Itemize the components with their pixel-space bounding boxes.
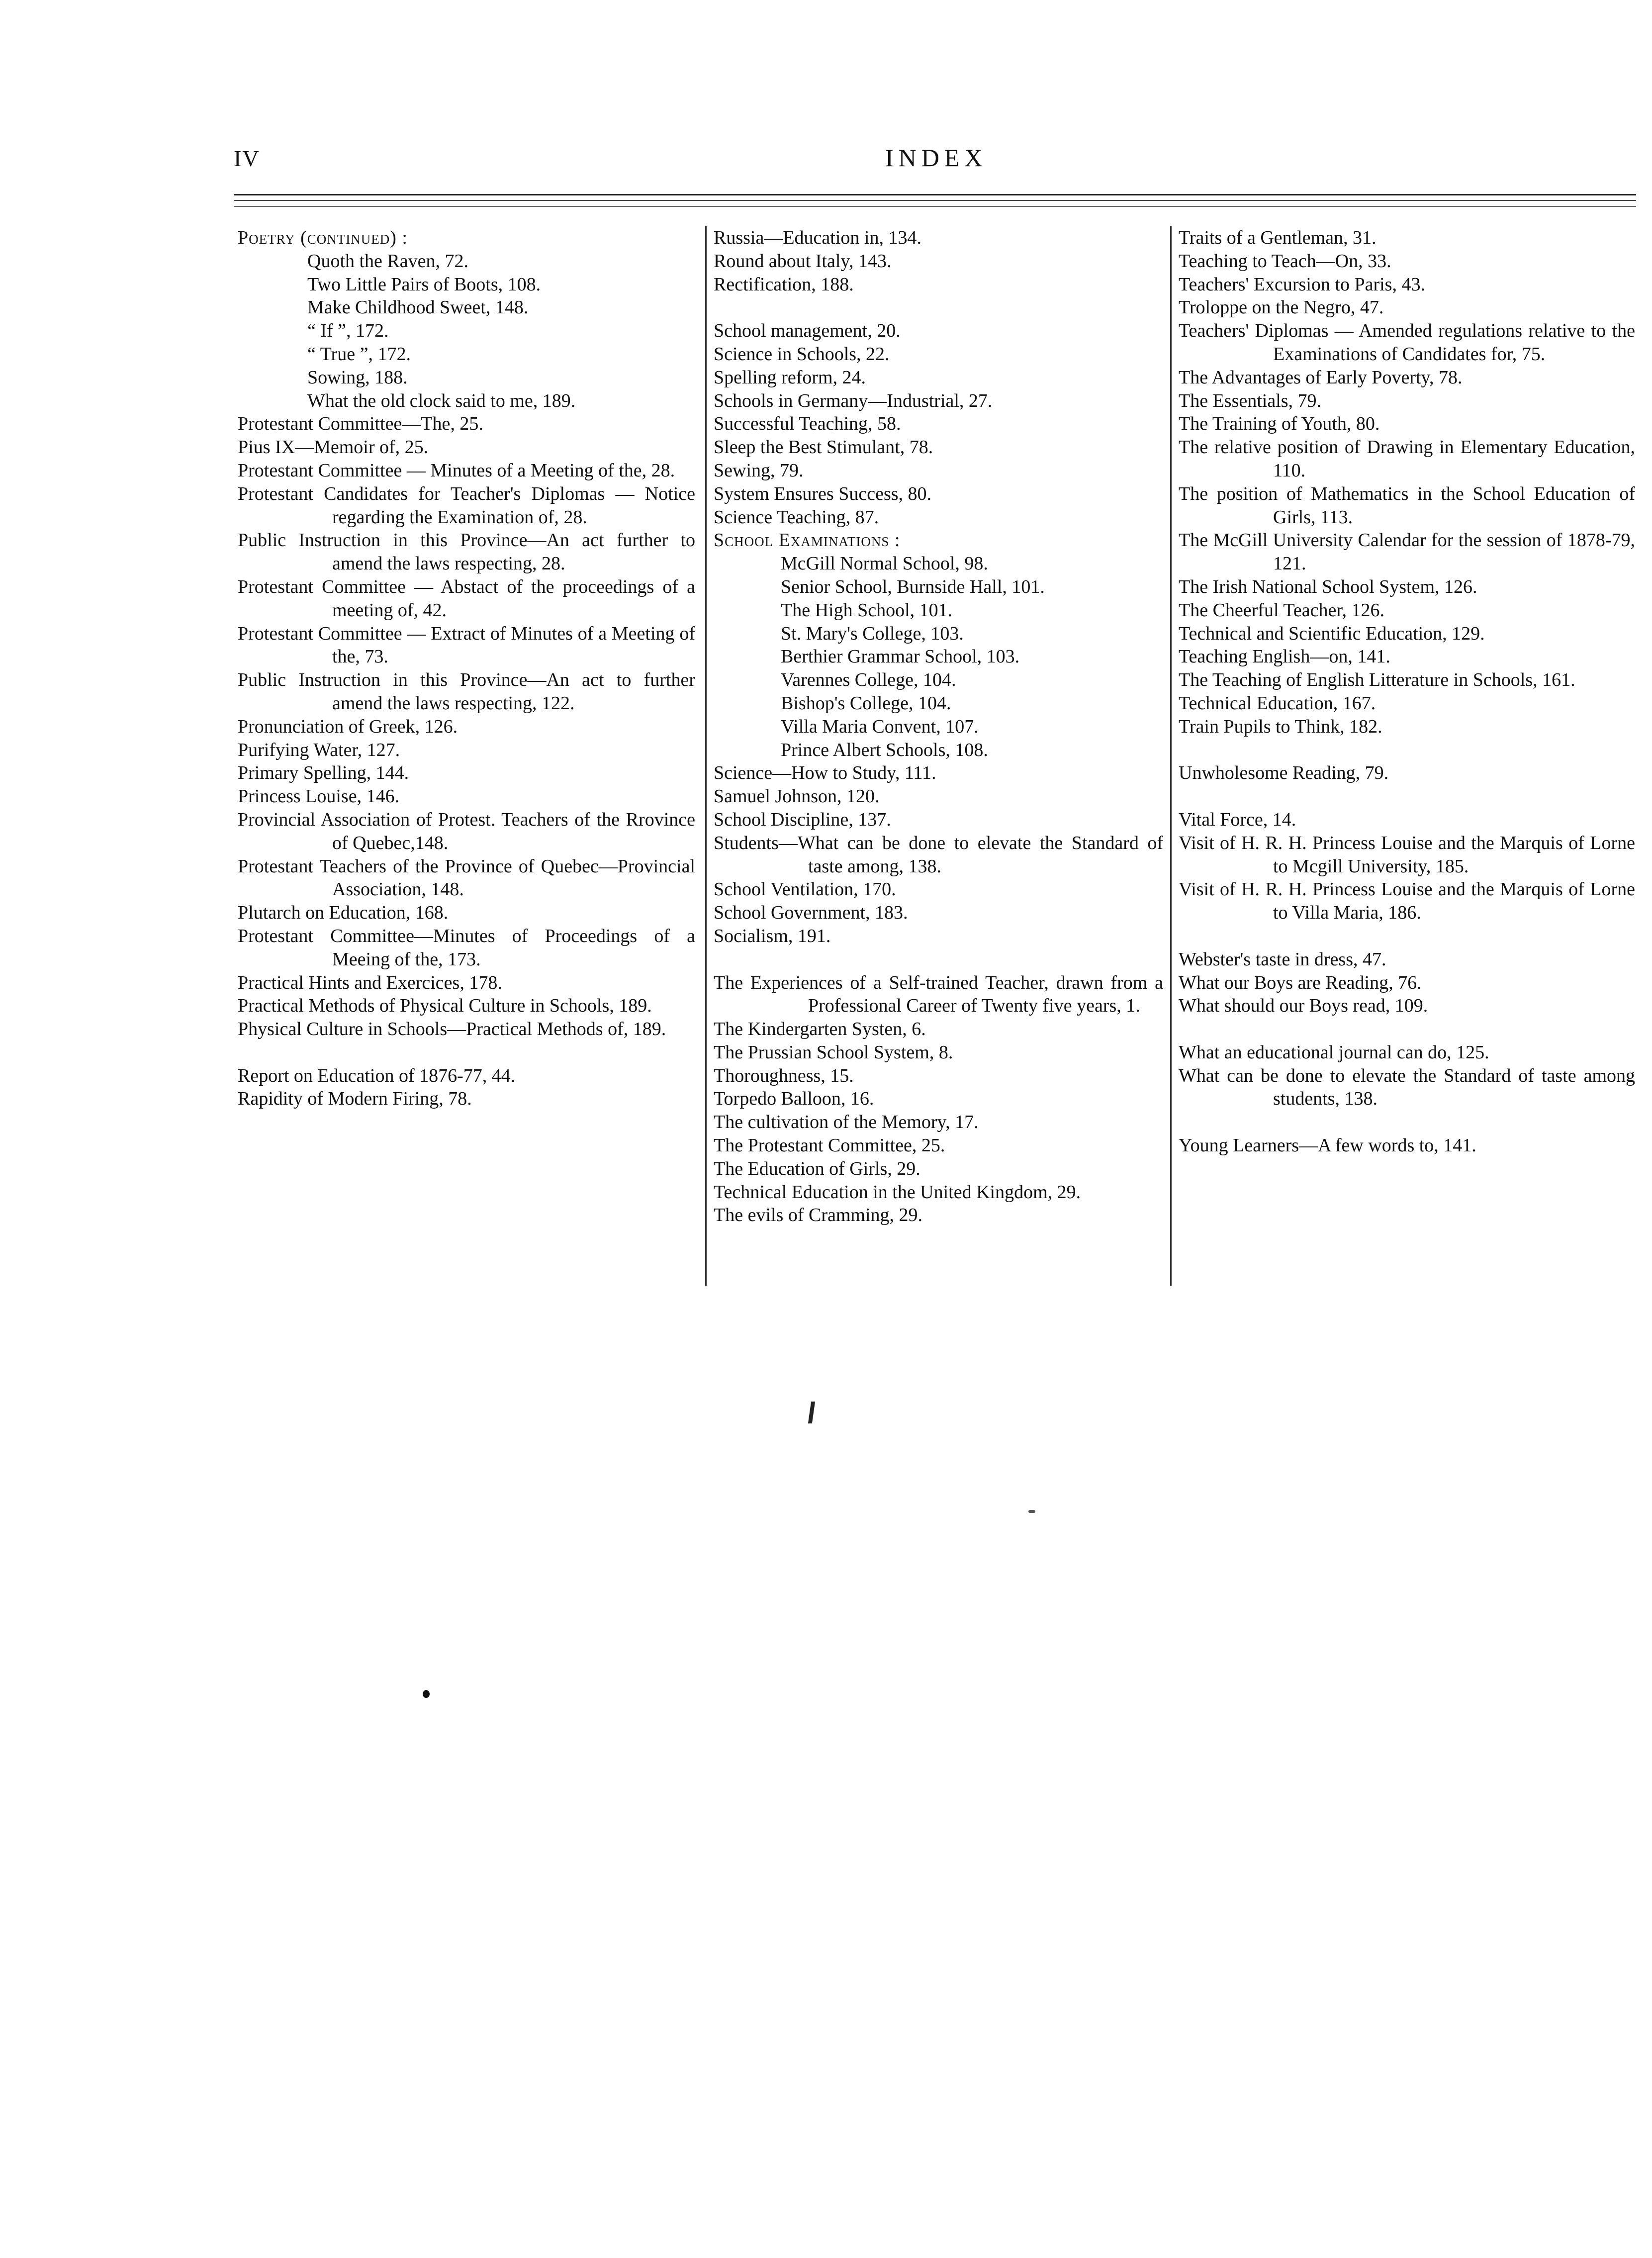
index-entry: Protestant Candidates for Teacher's Diplomas — Notice regarding the Examination of, 28. <box>238 483 695 528</box>
index-entry: Spelling reform, 24. <box>714 367 866 388</box>
index-entry: Pius IX—Memoir of, 25. <box>238 437 429 458</box>
index-entry: Technical and Scientific Education, 129. <box>1179 623 1485 644</box>
index-spacer <box>714 948 1163 971</box>
index-entry: The Cheerful Teacher, 126. <box>1179 599 1384 621</box>
index-entry: “ If ”, 172. <box>307 320 389 342</box>
index-entry: Train Pupils to Think, 182. <box>1179 716 1382 737</box>
index-columns <box>238 226 1635 1286</box>
index-entry: Report on Education of 1876-77, 44. <box>238 1065 516 1086</box>
index-entry: Russia—Education in, 134. <box>714 227 921 248</box>
index-entry: The Education of Girls, 29. <box>714 1158 920 1179</box>
index-entry: Teaching to Teach—On, 33. <box>1179 250 1391 272</box>
index-entry: The McGill University Calendar for the session of 1878-79, 121. <box>1179 530 1635 574</box>
index-entry: Make Childhood Sweet, 148. <box>307 297 529 318</box>
index-entry: Protestant Committee—The, 25. <box>238 413 483 435</box>
index-entry: Visit of H. R. H. Princess Louise and the Marquis of Lorne to Villa Maria, 186. <box>1179 879 1635 924</box>
index-column-3 <box>1170 226 1635 1286</box>
page-title: INDEX <box>885 144 988 172</box>
index-entry: What the old clock said to me, 189. <box>307 390 576 411</box>
index-entry: Varennes College, 104. <box>781 669 956 691</box>
index-entry: Technical Education in the United Kingdom, 29. <box>714 1181 1081 1203</box>
index-entry: The Training of Youth, 80. <box>1179 413 1380 435</box>
index-entry: Senior School, Burnside Hall, 101. <box>781 576 1045 597</box>
index-entry: The Advantages of Early Poverty, 78. <box>1179 367 1463 388</box>
index-heading: School Examinations : <box>714 530 901 551</box>
index-entry: What an educational journal can do, 125. <box>1179 1041 1489 1063</box>
index-entry: Public Instruction in this Province—An act further to amend the laws respecting, 28. <box>238 530 695 574</box>
index-entry: Protestant Committee—Minutes of Proceedings of a Meeing of the, 173. <box>238 925 695 970</box>
index-entry: Pronunciation of Greek, 126. <box>238 716 458 737</box>
stray-ink-dot <box>423 1690 430 1698</box>
index-spacer <box>238 1041 695 1064</box>
index-entry: The Prussian School System, 8. <box>714 1041 953 1063</box>
index-entry: Teachers' Diplomas — Amended regulations relative to the Examinations of Candidates for, 75. <box>1179 320 1635 365</box>
index-entry: Teaching English—on, 141. <box>1179 646 1390 667</box>
index-entry: Primary Spelling, 144. <box>238 762 409 784</box>
index-entry: Visit of H. R. H. Princess Louise and the Marquis of Lorne to Mcgill University, 185. <box>1179 832 1635 877</box>
index-entry: Protestant Committee — Abstact of the proceedings of a meeting of, 42. <box>238 576 695 621</box>
index-entry: The Kindergarten Systen, 6. <box>714 1019 926 1040</box>
index-entry: Berthier Grammar School, 103. <box>781 646 1020 667</box>
index-entry: The cultivation of the Memory, 17. <box>714 1112 979 1133</box>
index-entry: Young Learners—A few words to, 141. <box>1179 1135 1476 1156</box>
index-entry: What can be done to elevate the Standard of taste among students, 138. <box>1179 1065 1635 1110</box>
index-entry: Protestant Teachers of the Province of Quebec—Provincial Association, 148. <box>238 855 695 900</box>
index-entry: The evils of Cramming, 29. <box>714 1205 923 1226</box>
index-entry: Princess Louise, 146. <box>238 786 400 807</box>
index-entry: “ True ”, 172. <box>307 343 411 365</box>
index-entry: Plutarch on Education, 168. <box>238 902 449 924</box>
index-entry: Rapidity of Modern Firing, 78. <box>238 1088 472 1110</box>
index-entry: The Essentials, 79. <box>1179 390 1322 411</box>
index-entry: Sowing, 188. <box>307 367 408 388</box>
index-entry: Public Instruction in this Province—An act to further amend the laws respecting, 122. <box>238 669 695 714</box>
page-number: IV <box>234 146 260 171</box>
index-entry: Troloppe on the Negro, 47. <box>1179 297 1384 318</box>
index-entry: Torpedo Balloon, 16. <box>714 1088 874 1110</box>
index-entry: The position of Mathematics in the School Education of Girls, 113. <box>1179 483 1635 528</box>
index-entry: Sewing, 79. <box>714 460 804 481</box>
index-entry: System Ensures Success, 80. <box>714 483 932 504</box>
index-entry: Protestant Committee — Minutes of a Meeting of the, 28. <box>238 460 675 481</box>
index-entry: Practical Hints and Exercices, 178. <box>238 972 502 993</box>
index-spacer <box>1179 925 1635 948</box>
index-entry: Teachers' Excursion to Paris, 43. <box>1179 274 1425 295</box>
index-entry: Round about Italy, 143. <box>714 250 892 272</box>
header-rule <box>234 206 1636 207</box>
index-entry: Villa Maria Convent, 107. <box>781 716 979 737</box>
index-entry: The relative position of Drawing in Elementary Education, 110. <box>1179 437 1635 481</box>
index-entry: The Irish National School System, 126. <box>1179 576 1477 597</box>
index-entry: Practical Methods of Physical Culture in Schools, 189. <box>238 995 652 1017</box>
index-entry: Two Little Pairs of Boots, 108. <box>307 274 541 295</box>
header-rule <box>234 200 1636 201</box>
stray-ink-mark <box>808 1402 815 1423</box>
index-entry: The Protestant Committee, 25. <box>714 1135 945 1156</box>
index-entry: What should our Boys read, 109. <box>1179 995 1428 1017</box>
index-entry: Science Teaching, 87. <box>714 506 879 528</box>
index-entry: School Ventilation, 170. <box>714 879 896 900</box>
index-entry: What our Boys are Reading, 76. <box>1179 972 1422 993</box>
index-entry: Students—What can be done to elevate the Standard of taste among, 138. <box>714 832 1163 877</box>
index-entry: Science—How to Study, 111. <box>714 762 936 784</box>
index-entry: Vital Force, 14. <box>1179 809 1296 830</box>
index-column-1 <box>238 226 705 1286</box>
index-entry: Samuel Johnson, 120. <box>714 786 880 807</box>
index-entry: The High School, 101. <box>781 599 953 621</box>
index-entry: School Government, 183. <box>714 902 908 924</box>
index-entry: School management, 20. <box>714 320 901 342</box>
index-spacer <box>1179 1111 1635 1134</box>
index-entry: Technical Education, 167. <box>1179 692 1376 714</box>
index-entry: The Experiences of a Self-trained Teacher, drawn from a Professional Career of Twenty five years, 1. <box>714 972 1163 1017</box>
index-entry: Prince Albert Schools, 108. <box>781 739 988 760</box>
index-entry: Successful Teaching, 58. <box>714 413 901 435</box>
stray-ink-mark <box>1028 1510 1035 1513</box>
index-spacer <box>1179 1018 1635 1041</box>
index-entry: Schools in Germany—Industrial, 27. <box>714 390 993 411</box>
index-entry: The Teaching of English Litterature in Schools, 161. <box>1179 669 1575 691</box>
index-entry: Socialism, 191. <box>714 925 831 946</box>
index-entry: Sleep the Best Stimulant, 78. <box>714 437 933 458</box>
index-entry: School Discipline, 137. <box>714 809 891 830</box>
index-column-2 <box>705 226 1170 1286</box>
index-entry: Science in Schools, 22. <box>714 343 890 365</box>
header-rule <box>234 194 1636 195</box>
index-entry: Provincial Association of Protest. Teachers of the Rrovince of Quebec,148. <box>238 809 695 853</box>
index-entry: Physical Culture in Schools—Practical Methods of, 189. <box>238 1019 666 1040</box>
index-entry: Bishop's College, 104. <box>781 692 951 714</box>
index-spacer <box>714 296 1163 319</box>
index-entry: St. Mary's College, 103. <box>781 623 964 644</box>
index-entry: Quoth the Raven, 72. <box>307 250 469 272</box>
index-entry: Webster's taste in dress, 47. <box>1179 948 1386 970</box>
index-spacer <box>1179 785 1635 808</box>
index-entry: Unwholesome Reading, 79. <box>1179 762 1389 784</box>
index-spacer <box>1179 739 1635 762</box>
index-entry: Protestant Committee — Extract of Minutes of a Meeting of the, 73. <box>238 623 695 667</box>
index-entry: Traits of a Gentleman, 31. <box>1179 227 1377 248</box>
index-entry: Thoroughness, 15. <box>714 1065 854 1086</box>
index-heading: Poetry (continued) : <box>238 227 408 248</box>
index-entry: Purifying Water, 127. <box>238 739 400 760</box>
index-entry: Rectification, 188. <box>714 274 854 295</box>
index-entry: McGill Normal School, 98. <box>781 553 988 574</box>
